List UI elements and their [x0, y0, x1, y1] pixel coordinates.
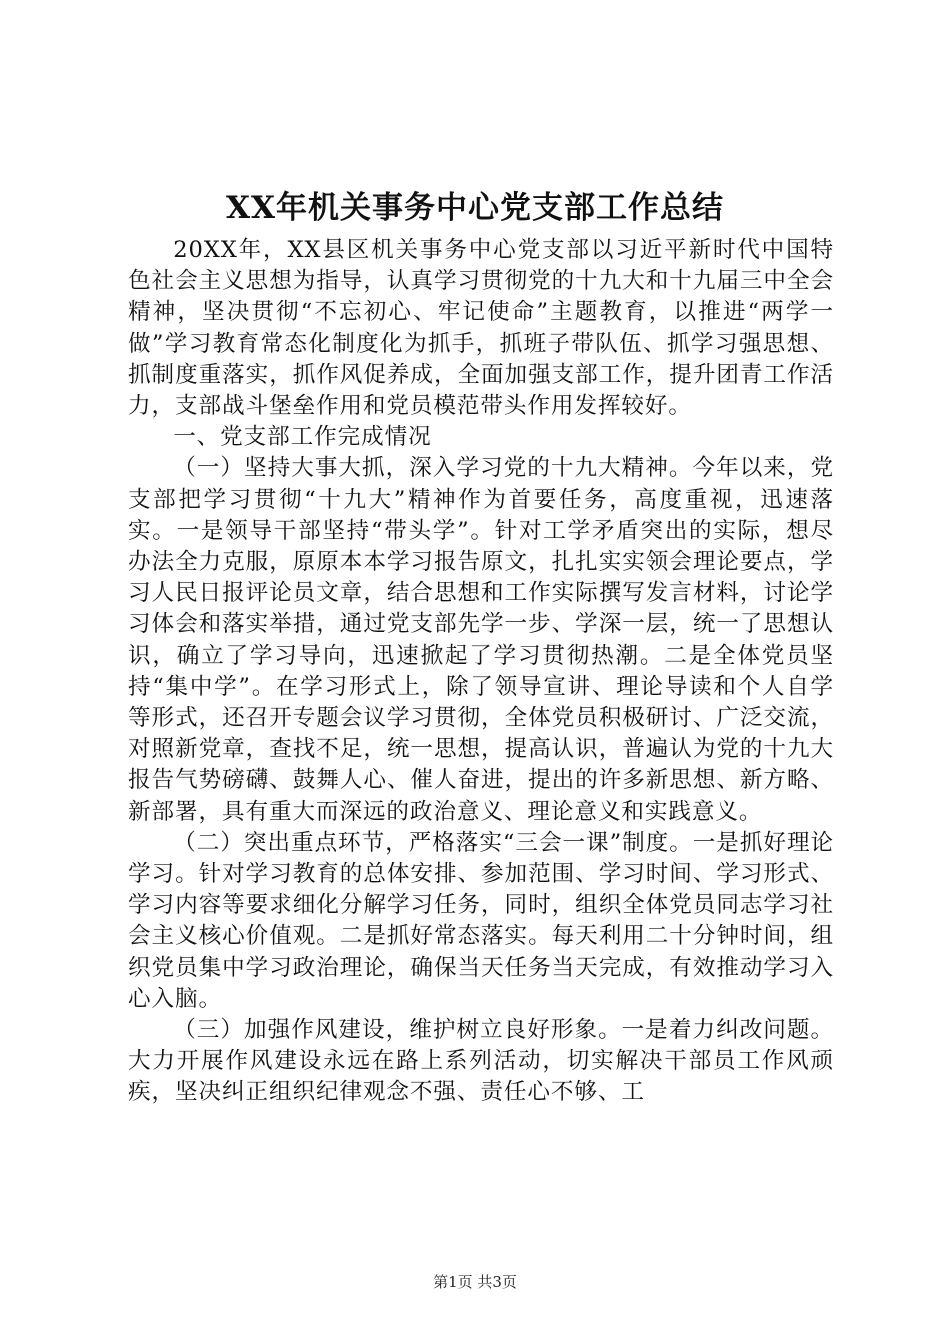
page-number-footer: 第1页 共3页	[433, 1273, 517, 1291]
body-paragraph: （一）坚持大事大抓，深入学习党的十九大精神。今年以来，党支部把学习贯彻“十九大”精神作为首要任务，高度重视，迅速落实。一是领导干部坚持“带头学”。针对工学矛盾突出的实际，想尽办法全力克服，原原本本学习报告原文，扎扎实实领会理论要点，学习人民日报评论员文章，结合思想和工作实际撰写发言材料，讨论学习体会和落实举措，通过党支部先学一步、学深一层，统一了思想认识，确立了学习导向，迅速掀起了学习贯彻热潮。二是全体党员坚持“集中学”。在学习形式上，除了领导宣讲、理论导读和个人自学等形式，还召开专题会议学习贯彻，全体党员积极研讨、广泛交流，对照新党章，查找不足，统一思想，提高认识，普遍认为党的十九大报告气势磅礴、鼓舞人心、催人奋进，提出的许多新思想、新方略、新部署，具有重大而深远的政治意义、理论意义和实践意义。	[128, 455, 834, 825]
document-body	[128, 235, 834, 1109]
document-title: XX年机关事务中心党支部工作总结	[225, 190, 725, 226]
section-heading: 一、党支部工作完成情况	[173, 424, 432, 451]
body-paragraph: （三）加强作风建设，维护树立良好形象。一是着力纠改问题。大力开展作风建设永远在路上系列活动，切实解决干部员工作风顽疾，坚决纠正组织纪律观念不强、责任心不够、工	[128, 1017, 834, 1106]
intro-paragraph: 20XX年，XX县区机关事务中心党支部以习近平新时代中国特色社会主义思想为指导，认真学习贯彻党的十九大和十九届三中全会精神，坚决贯彻“不忘初心、牢记使命”主题教育，以推进“两学一做”学习教育常态化制度化为抓手，抓班子带队伍、抓学习强思想、抓制度重落实，抓作风促养成，全面加强支部工作，提升团青工作活力，支部战斗堡垒作用和党员模范带头作用发挥较好。	[128, 237, 834, 420]
body-paragraph: （二）突出重点环节，严格落实“三会一课”制度。一是抓好理论学习。针对学习教育的总体安排、参加范围、学习时间、学习形式、学习内容等要求细化分解学习任务，同时，组织全体党员同志学习社会主义核心价值观。二是抓好常态落实。每天利用二十分钟时间，组织党员集中学习政治理论，确保当天任务当天完成，有效推动学习入心入脑。	[128, 829, 834, 1012]
